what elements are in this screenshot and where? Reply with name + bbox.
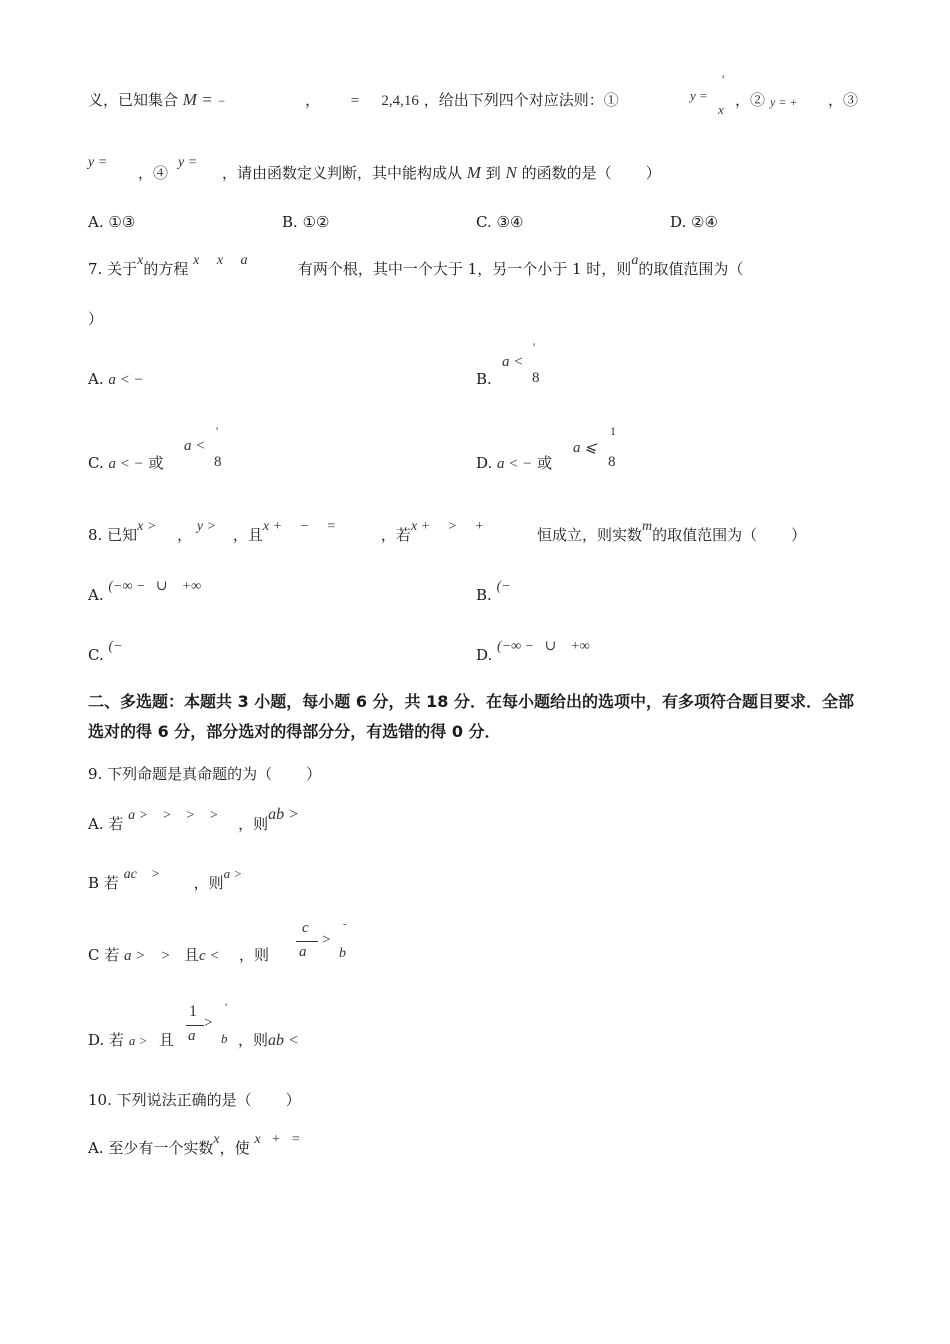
q8-cond-x: x >: [137, 519, 157, 534]
q8-close: ）: [791, 526, 807, 544]
q6-close: ）: [645, 164, 661, 182]
q6-circle3: ，③: [828, 91, 859, 109]
q9-optc-num: c: [302, 920, 309, 936]
q9-optc-num2: -: [343, 918, 347, 930]
q6-rule2: y = +: [770, 95, 798, 109]
q7-close: ）: [88, 310, 104, 328]
q9-optd-num2: ': [225, 1000, 228, 1014]
q9-optc-den2: b: [339, 946, 346, 961]
q7-optc-num: ': [216, 424, 219, 438]
q10-stem-text: 10. 下列说法正确的是（: [88, 1091, 252, 1109]
q9-optc-gt: >: [322, 932, 331, 948]
q7-optd-math: a ⩽: [573, 440, 597, 456]
q9-stem-text: 9. 下列命题是真命题的为（: [88, 765, 273, 783]
q8-stem: [88, 519, 807, 547]
q6-n-eq: =: [349, 93, 360, 109]
q9-option-b[interactable]: B 若 ac > ，则a >: [88, 866, 243, 892]
q6-m-dash: −: [217, 94, 226, 108]
q6-line1: [88, 90, 619, 111]
q6-m-eq: M =: [182, 90, 213, 109]
q8-text4: 恒成立，则实数: [536, 526, 642, 544]
q7-number: 7.: [88, 260, 103, 278]
q7-option-a[interactable]: A. a < −: [88, 370, 144, 388]
q9-optd-den2: b: [221, 1031, 228, 1046]
q6-rule3: y =: [88, 155, 108, 170]
q10-option-a[interactable]: A. 至少有一个实数x，使 x + =: [88, 1132, 301, 1157]
q7-optd-num: 1: [610, 424, 616, 438]
q8-number: 8.: [88, 526, 103, 544]
q9-stem: [88, 764, 321, 784]
q7-stem: [88, 253, 744, 281]
q7-text3: 有两个根，其中一个大于 1，另一个小于 1 时，则: [297, 260, 632, 278]
q7-a: a: [631, 253, 639, 268]
q6-ask: 的函数的是（: [521, 164, 612, 182]
q8-cond-y: y >: [196, 519, 217, 534]
q7-text2: 的方程: [143, 260, 189, 278]
q8-text5: 的取值范围为（: [652, 526, 758, 544]
q6-n-set: 2,4,16: [381, 93, 419, 109]
q6-m: M: [466, 163, 481, 182]
q8-option-c[interactable]: C. (−: [88, 639, 123, 664]
q8-option-b[interactable]: B. (−: [476, 579, 511, 604]
q6-comma: ，: [305, 91, 321, 109]
q6-tail: ，请由函数定义判断，其中能构成从: [222, 164, 463, 182]
q9-optc-fraction-bar: [296, 941, 318, 942]
q6-rule1-den: x: [718, 102, 724, 117]
q7-option-d[interactable]: D. a < − 或: [476, 454, 553, 472]
q9-optc-den: a: [299, 944, 307, 960]
q8-text3: ，若: [380, 526, 411, 544]
q6-rules-text: ，给出下列四个对应法则：①: [423, 91, 619, 109]
q7-optb-den: 8: [532, 370, 540, 386]
q6-option-b[interactable]: B. ①②: [282, 213, 330, 231]
q9-optd-gt: >: [204, 1015, 213, 1031]
q6-rule1: y =: [690, 88, 708, 103]
q7-option-c[interactable]: C. a < − 或: [88, 454, 164, 472]
q9-optd-num: 1: [189, 1003, 197, 1020]
q6-option-d[interactable]: D. ②④: [670, 213, 718, 231]
q10-stem: [88, 1090, 301, 1110]
q9-optd-fraction-bar: [186, 1025, 204, 1026]
q6-rule4: y =: [178, 155, 198, 170]
q8-option-d[interactable]: D. (−∞ − ∪ +∞: [476, 639, 590, 664]
q6-line2: [222, 163, 661, 183]
q7-optb-num: ': [533, 340, 536, 354]
q8-constraint: x + − =: [262, 519, 336, 534]
q8-text2: ，且: [232, 526, 263, 544]
q8-inequality: x + > +: [410, 519, 484, 534]
q9-optd-den: a: [188, 1028, 196, 1044]
q6-prefix: 义，已知集合: [88, 91, 179, 109]
q8-comma: ，: [177, 526, 193, 544]
q8-option-a[interactable]: A. (−∞ − ∪ +∞: [88, 579, 202, 604]
q7-text1: 关于: [107, 260, 138, 278]
q10-close: ）: [285, 1091, 301, 1109]
q7-equation: x x a: [193, 253, 248, 268]
q9-option-c[interactable]: C 若 a > > 且c < ，则: [88, 946, 270, 964]
section-multiple-choice-heading: 二、多选题：本题共 3 小题，每小题 6 分，共 18 分．在每小题给出的选项中，有多项符合题目要求．全部选对的得 6 分，部分选对的得部分分，有选错的得 0 分．: [88, 692, 854, 741]
q6-rule1-num: ': [722, 72, 725, 87]
q9-option-d[interactable]: D. 若 a > 且: [88, 1031, 174, 1049]
q9-option-a[interactable]: A. 若 a > > > > ，则ab >: [88, 806, 299, 833]
q6-option-c[interactable]: C. ③④: [476, 213, 524, 231]
q7-optc-math: a <: [184, 438, 206, 454]
q8-text1: 已知: [107, 526, 138, 544]
q7-text4: 的取值范围为（: [638, 260, 744, 278]
q7-optd-den: 8: [608, 454, 616, 470]
q9-close: ）: [306, 765, 322, 783]
q7-optb-math: a <: [502, 354, 524, 370]
q7-optc-den: 8: [214, 454, 222, 470]
q6-n: N: [505, 163, 517, 182]
q6-option-a[interactable]: A. ①③: [88, 213, 136, 231]
q6-to: 到: [485, 164, 501, 182]
q6-circle4: ，④: [138, 164, 169, 182]
q8-m: m: [641, 519, 653, 534]
q7-x: x: [137, 253, 144, 268]
q9-optd-conclusion: ，则ab <: [238, 1031, 299, 1049]
q7-option-b[interactable]: B.: [476, 370, 492, 388]
q6-circle2: ，②: [735, 91, 766, 109]
